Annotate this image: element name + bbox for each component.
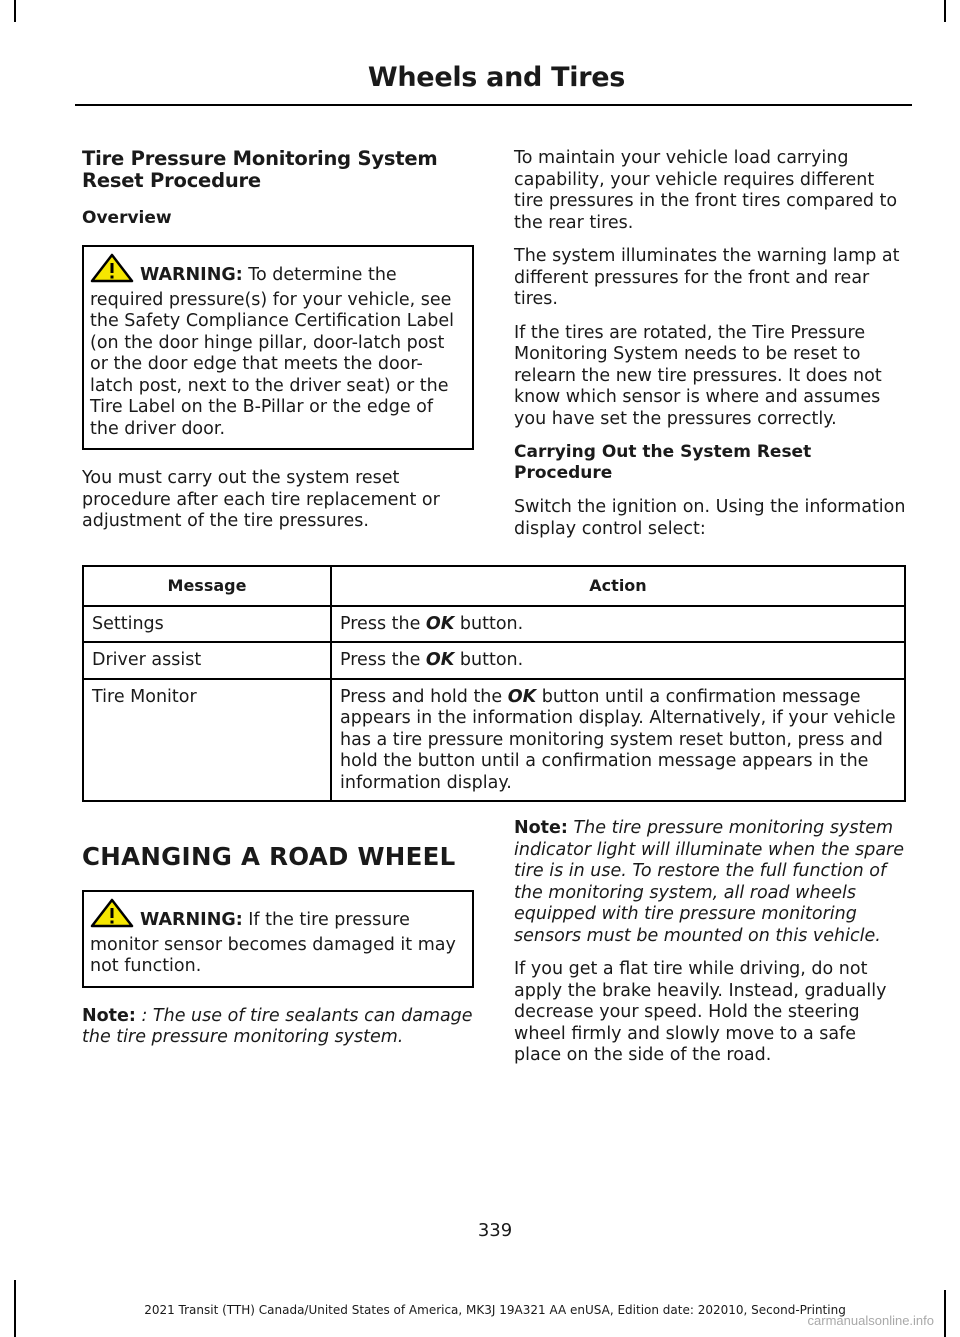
table-row [83,679,905,802]
warning-label: WARNING: [140,910,243,930]
warning-triangle-icon [90,898,134,935]
table-row [83,606,905,643]
watermark-link[interactable]: carmanualsonline.info [807,1313,934,1328]
message-cell: Driver assist [83,642,331,679]
warning-box-sensor [82,890,474,988]
paragraph-load-capability: To maintain your vehicle load carrying capability, your vehicle requires different tire pressures in the front tires compared to the rear tires. [514,148,898,233]
note-text: The tire pressure monitoring system indicator light will illuminate when the spare tire is in use. To restore the full function of the monitoring system, all road wheels equipped with tire pressure monitoring sensors must be mounted on this vehicle. [514,818,905,946]
note-label: Note: [514,818,568,838]
crop-mark-top-left [14,0,16,22]
warning-text: If the tire pressure monitor sensor becomes damaged it may not function. [90,910,456,976]
right-column-bottom [514,818,908,1079]
header-divider [75,104,912,106]
section-title-tpms-reset: Tire Pressure Monitoring System Reset Procedure [82,147,438,192]
left-column-top [82,148,474,545]
note-spare-tire [514,818,908,947]
note-text: : The use of tire sealants can damage the tire pressure monitoring system. [82,1005,473,1047]
paragraph-rotation: If the tires are rotated, the Tire Pressure Monitoring System needs to be reset to relearn the new tire pressures. It does not know which sensor is where and assumes you have set the pressures correctly. [514,322,882,429]
table-row [83,642,905,679]
reset-procedure-table [82,565,906,802]
action-text: Press the [340,650,426,670]
subheading-reset-procedure: Carrying Out the System Reset Procedure [514,442,812,483]
note-sealants [82,1006,474,1049]
paragraph-warning-lamp: The system illuminates the warning lamp at different pressures for the front and rear tires. [514,246,900,309]
action-text: Press and hold the [340,686,508,707]
action-text: Press the [340,613,426,634]
left-column-bottom [82,820,474,1061]
action-cell [331,642,905,679]
ok-label: OK [425,613,455,634]
right-column-top [514,148,908,552]
ok-label: OK [425,650,455,670]
overview-heading: Overview [82,208,172,228]
column-header-action: Action [331,566,905,606]
message-cell: Tire Monitor [83,679,331,802]
column-header-message: Message [83,566,331,606]
warning-label: WARNING: [140,265,243,285]
action-cell [331,606,905,643]
ok-label: OK [507,686,537,707]
paragraph-reset-required: You must carry out the system reset procedure after each tire replacement or adjustment of the tire pressures. [82,468,440,531]
action-text: button until a confirmation message appears in the information display. Alternatively, if your vehicle has a tire pressure monitoring system reset button, press and hold the button until a confirmation message appears in the information display. [340,686,896,793]
paragraph-ignition: Switch the ignition on. Using the information display control select: [514,497,906,539]
table-header-row [83,566,905,606]
message-cell: Settings [83,606,331,643]
crop-mark-top-right [944,0,946,22]
page-header-title: Wheels and Tires [367,62,625,93]
paragraph-flat-tire: If you get a flat tire while driving, do not apply the brake heavily. Instead, gradually decrease your speed. Hold the steering wheel firmly and slowly move to a safe place on the side of the road. [514,959,887,1065]
warning-text: To determine the required pressure(s) for your vehicle, see the Safety Compliance Certification Label (on the door hinge pillar, door-latch post or the door edge that meets the door-latch post, next to the driver seat) or the Tire Label on the B-Pillar or the edge of the driver door. [90,265,454,439]
action-text: button. [454,613,524,634]
page-number: 339 [477,1220,513,1241]
warning-box-pressure [82,245,474,450]
section-title-changing-wheel: CHANGING A ROAD WHEEL [82,842,456,871]
action-text: button. [454,650,524,670]
action-cell [331,679,905,802]
footer-edition: 2021 Transit (TTH) Canada/United States of America, MK3J 19A321 AA enUSA, Edition date: 202010, Second-Printing [144,1303,846,1317]
note-label: Note: [82,1005,136,1026]
warning-triangle-icon [90,253,134,290]
